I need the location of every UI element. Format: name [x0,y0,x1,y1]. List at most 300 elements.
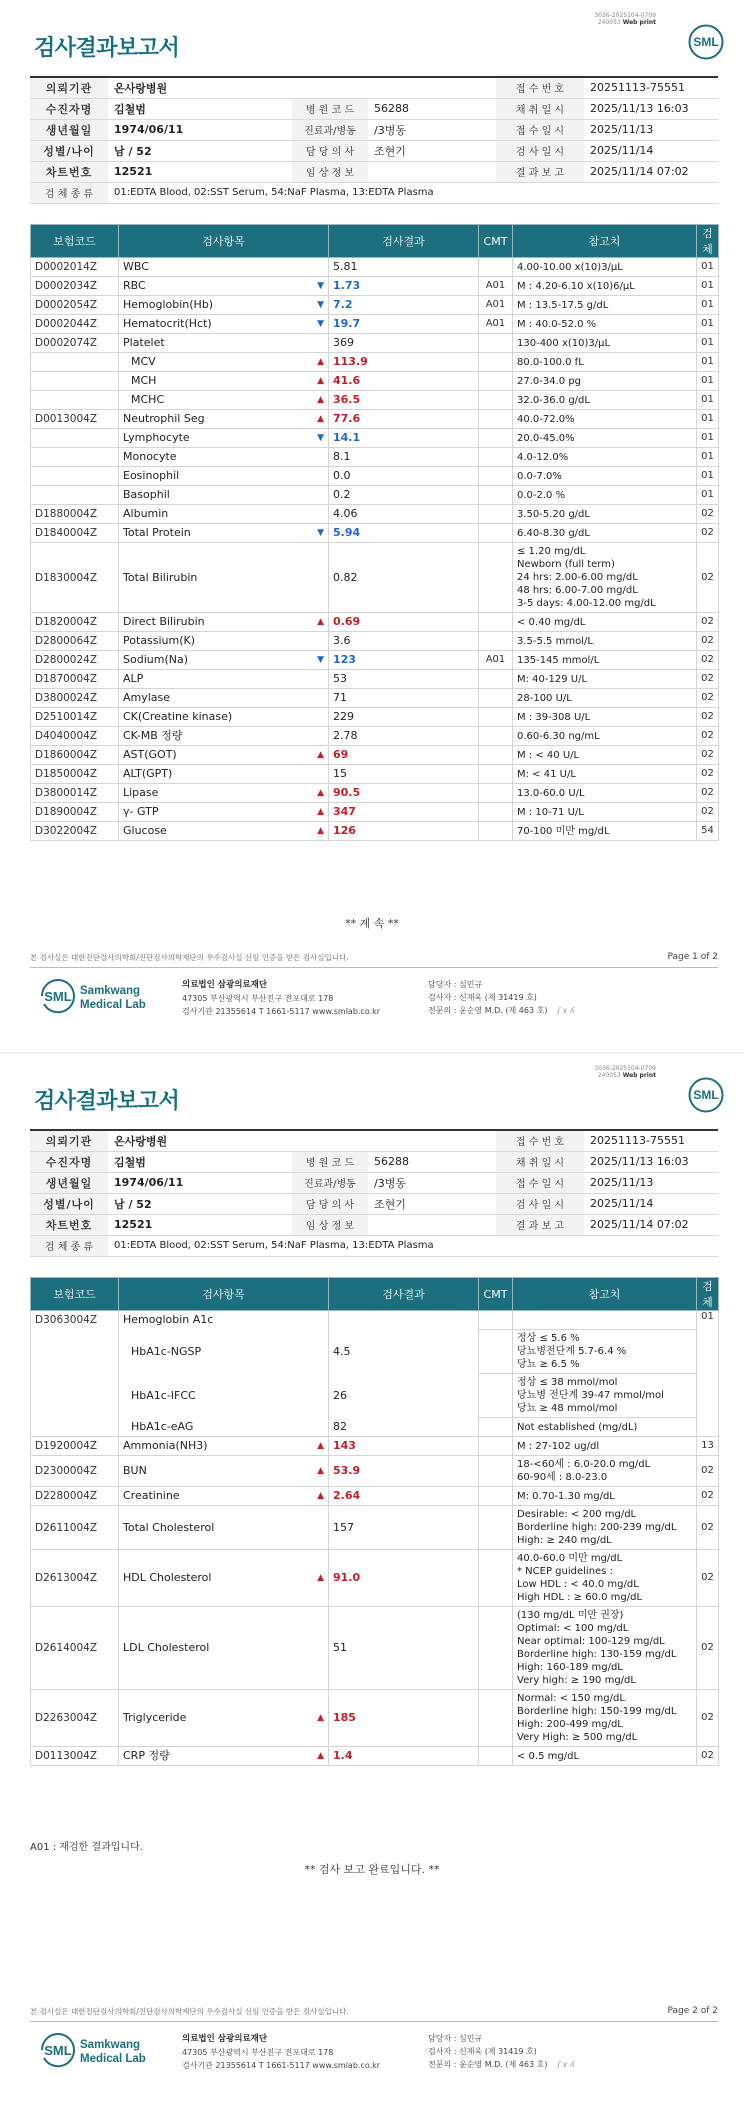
reference-line: 48 hrs: 6.00-7.00 mg/dL [517,585,638,596]
insurance-code [31,448,119,467]
reference-range: 4.00-10.00 x(10)3/μL [513,258,697,277]
insurance-code [31,467,119,486]
specimen-code [697,1418,719,1437]
specimen-code: 02 [697,746,719,765]
samkwang-logo [36,974,166,1018]
reference-line: High HDL : ≥ 60.0 mg/dL [517,1592,643,1603]
test-result: 0.82 [329,543,479,613]
test-item [119,277,329,296]
specimen-code: 01 [697,391,719,410]
reference-range [513,1506,697,1550]
insurance-code: D3063004Z [31,1311,119,1330]
specimen-code: 02 [697,765,719,784]
comment-code [479,448,513,467]
comment-code [479,822,513,841]
clinical-value [368,1214,496,1235]
test-result: 0.2 [329,486,479,505]
test-item [119,1374,329,1418]
test-result: 51 [329,1607,479,1690]
col-spc: 검체 [697,1278,719,1311]
collect-value: 2025/11/13 16:03 [584,1151,718,1172]
test-result: 53.9 [329,1456,479,1487]
test-item-label: BUN [123,1464,147,1477]
insurance-code [31,1418,119,1437]
test-item [119,334,329,353]
test-item [119,467,329,486]
test-item-label: MCH [131,374,157,387]
test-item-label: AST(GOT) [123,748,177,761]
result-row [31,1374,719,1418]
receipt-value: 20251113-75551 [584,77,718,98]
test-date-value: 2025/11/14 [584,1193,718,1214]
test-result: 77.6 [329,410,479,429]
col-result: 검사결과 [329,1278,479,1311]
result-row [31,803,719,822]
result-row [31,1487,719,1506]
label-sex: 성별/나이 [30,140,108,161]
reference-line: Very High: ≥ 500 mg/dL [517,1732,638,1743]
test-item-label: RBC [123,279,146,292]
reference-range: 6.40-8.30 g/dL [513,524,697,543]
comment-code [479,410,513,429]
label-test-date: 검 사 일 시 [496,140,584,161]
result-row [31,524,719,543]
reference-line: Borderline high: 130-159 mg/dL [517,1649,677,1660]
insurance-code [31,429,119,448]
test-result: 2.78 [329,727,479,746]
page-number: Page 1 of 2 [667,952,718,962]
test-item [119,651,329,670]
reference-line: ≤ 1.20 mg/dL [517,546,586,557]
lab-info: 의료법인 삼광의료재단 47305 부산광역시 부산진구 전포대로 178 검사기관 21355614 T 1661-5117 www.smlab.co.kr [182,980,381,1016]
test-item [119,429,329,448]
result-row [31,727,719,746]
comment-code [479,372,513,391]
doctor-value: 조현기 [368,1193,496,1214]
svg-text:Samkwang: Samkwang [80,985,141,997]
reference-line: Very high: ≥ 190 mg/dL [517,1675,636,1686]
specimen-value: 01:EDTA Blood, 02:SST Serum, 54:NaF Plasma, 13:EDTA Plasma [108,182,718,203]
high-flag-icon: ▲ [317,357,324,367]
high-flag-icon: ▲ [317,826,324,836]
insurance-code: D1880004Z [31,505,119,524]
specimen-code: 02 [697,613,719,632]
insurance-code: D2614004Z [31,1607,119,1690]
reference-line: High: 200-499 mg/dL [517,1719,623,1730]
reference-range [513,1690,697,1747]
reference-range: 0.60-6.30 ng/mL [513,727,697,746]
test-item-label: HbA1c-IFCC [131,1388,196,1402]
result-row [31,410,719,429]
label-dept: 진료과/병동 [292,119,368,140]
col-ref: 참고치 [513,1278,697,1311]
reference-range: M : 39-308 U/L [513,708,697,727]
comment-code [479,353,513,372]
test-result: 369 [329,334,479,353]
result-row [31,613,719,632]
comment-code [479,632,513,651]
reference-range: 0.0-7.0% [513,467,697,486]
test-result: 7.2 [329,296,479,315]
hosp-code-value: 56288 [368,98,496,119]
test-item [119,505,329,524]
test-item-label: Total Bilirubin [123,570,198,584]
label-clinical: 임 상 정 보 [292,1214,368,1235]
high-flag-icon: ▲ [317,1751,324,1761]
reference-line: 당뇨 ≥ 48 mmol/mol [517,1403,618,1414]
specimen-code: 01 [697,448,719,467]
comment-code [479,1311,513,1330]
test-item-label: Potassium(K) [123,634,196,647]
report-title: 검사결과보고서 [34,36,180,61]
test-item-label: HDL Cholesterol [123,1571,212,1584]
insurance-code [31,1374,119,1418]
insurance-code: D0002044Z [31,315,119,334]
test-item [119,765,329,784]
specimen-code: 02 [697,524,719,543]
test-result: 126 [329,822,479,841]
test-result: 71 [329,689,479,708]
reference-range: M : 13.5-17.5 g/dL [513,296,697,315]
high-flag-icon: ▲ [317,617,324,627]
signers: 담당자 : 심민규 검사자 : 신재욱 (제 31419 호) 전문의 : 윤순영 M.D. (제 463 호) ʃ ɤ ʎ [428,2034,575,2069]
sex-value: 남 / 52 [108,140,292,161]
insurance-code [31,372,119,391]
specimen-code: 01 [697,353,719,372]
test-item [119,391,329,410]
label-collect: 채 취 일 시 [496,1151,584,1172]
report-value: 2025/11/14 07:02 [584,161,718,182]
test-item-label: Albumin [123,507,169,520]
test-result: 36.5 [329,391,479,410]
result-row [31,467,719,486]
test-item [119,1690,329,1747]
specimen-code: 01 [697,334,719,353]
chart-value: 12521 [108,1214,292,1235]
result-row [31,1550,719,1607]
reference-line: 정상 ≤ 5.6 % [517,1333,580,1344]
high-flag-icon: ▲ [317,414,324,424]
col-item: 검사항목 [119,225,329,258]
specimen-code: 01 [697,296,719,315]
report-complete-text: ** 검사 보고 완료입니다. ** [304,1863,440,1876]
test-item-label: Eosinophil [123,469,180,482]
reference-line: Optimal: < 100 mg/dL [517,1623,629,1634]
test-item-label: HbA1c-NGSP [131,1344,202,1358]
test-result: 53 [329,670,479,689]
insurance-code: D0002074Z [31,334,119,353]
test-item-label: Hemoglobin(Hb) [123,298,214,311]
specimen-code: 01 [697,315,719,334]
reference-range: 20.0-45.0% [513,429,697,448]
accreditation-notice: 본 검사실은 대한진단검사의학회/진단검사의학재단의 우수검사실 신임 인증을 받은 검사실입니다. [30,952,718,968]
label-hosp-code: 병 원 코 드 [292,1151,368,1172]
test-item-label: γ- GTP [123,805,159,818]
comment-code [479,708,513,727]
insurance-code: D0113004Z [31,1747,119,1766]
comment-code [479,803,513,822]
comment-code [479,613,513,632]
comment-code [479,1747,513,1766]
test-result: 14.1 [329,429,479,448]
col-item: 검사항목 [119,1278,329,1311]
result-row [31,651,719,670]
comment-code [479,1456,513,1487]
reference-range [513,1456,697,1487]
samkwang-logo [36,2028,166,2072]
test-result: 69 [329,746,479,765]
specimen-code: 13 [697,1437,719,1456]
receive-value: 2025/11/13 [584,1172,718,1193]
reference-range: 28-100 U/L [513,689,697,708]
low-flag-icon: ▼ [317,319,324,329]
reference-range: 4.0-12.0% [513,448,697,467]
result-row [31,746,719,765]
col-spc: 검체 [697,225,719,258]
specimen-code: 02 [697,1550,719,1607]
reference-range: M : 40.0-52.0 % [513,315,697,334]
svg-text:SML: SML [693,35,719,49]
result-row [31,765,719,784]
test-item [119,689,329,708]
insurance-code: D2263004Z [31,1690,119,1747]
svg-text:Medical Lab: Medical Lab [80,2053,146,2065]
test-item-label: ALT(GPT) [123,767,173,780]
test-result: 82 [329,1418,479,1437]
test-result: 229 [329,708,479,727]
result-row [31,1690,719,1747]
label-sex: 성별/나이 [30,1193,108,1214]
low-flag-icon: ▼ [317,528,324,538]
result-row [31,391,719,410]
high-flag-icon: ▲ [317,1573,324,1583]
specimen-code: 02 [697,784,719,803]
specimen-code: 01 [697,410,719,429]
result-row [31,372,719,391]
reference-range: 13.0-60.0 U/L [513,784,697,803]
reference-range: M: 0.70-1.30 mg/dL [513,1487,697,1506]
comment-code [479,1418,513,1437]
comment-code [479,727,513,746]
test-item [119,708,329,727]
report-page-2 [0,1052,744,2104]
test-result: 5.81 [329,258,479,277]
comment-code [479,1690,513,1747]
result-row [31,822,719,841]
comment-code [479,505,513,524]
label-chart: 차트번호 [30,1214,108,1235]
result-row [31,1456,719,1487]
label-specimen: 검 체 종 류 [30,1235,108,1256]
samkwang-logo-icon [36,2028,166,2072]
hosp-code-value: 56288 [368,1151,496,1172]
test-item-label: Total Protein [123,526,191,539]
result-row [31,784,719,803]
label-clinical: 임 상 정 보 [292,161,368,182]
svg-text:SML: SML [44,2043,72,2058]
label-hospital: 의뢰기관 [30,77,108,98]
specimen-code: 02 [697,727,719,746]
test-item [119,448,329,467]
receipt-value: 20251113-75551 [584,1130,718,1151]
test-item-label: ALP [123,672,144,685]
birth-value: 1974/06/11 [108,119,292,140]
specimen-value: 01:EDTA Blood, 02:SST Serum, 54:NaF Plasma, 13:EDTA Plasma [108,1235,718,1256]
specimen-code: 01 [697,486,719,505]
insurance-code: D3800024Z [31,689,119,708]
col-ref: 참고치 [513,225,697,258]
test-result: 19.7 [329,315,479,334]
test-item-label: CK(Creatine kinase) [123,710,233,723]
comment-code [479,334,513,353]
label-chart: 차트번호 [30,161,108,182]
test-item [119,258,329,277]
comment-code [479,1550,513,1607]
reference-range: 0.0-2.0 % [513,486,697,505]
birth-value: 1974/06/11 [108,1172,292,1193]
result-row [31,1330,719,1374]
result-row [31,277,719,296]
result-row [31,632,719,651]
signature: ʃ ɤ ʎ [557,1006,575,1015]
result-row [31,543,719,613]
insurance-code: D1820004Z [31,613,119,632]
reference-line: Desirable: < 200 mg/dL [517,1509,637,1520]
comment-code [479,1437,513,1456]
reference-range [513,1374,697,1418]
reference-range: 80.0-100.0 fL [513,353,697,372]
test-result: 0.69 [329,613,479,632]
lab-info: 의료법인 삼광의료재단 47305 부산광역시 부산진구 전포대로 178 검사기관 21355614 T 1661-5117 www.smlab.co.kr [182,2034,381,2070]
collect-value: 2025/11/13 16:03 [584,98,718,119]
insurance-code: D1920004Z [31,1437,119,1456]
test-item [119,1550,329,1607]
reference-range: < 0.5 mg/dL [513,1747,697,1766]
comment-code: A01 [479,651,513,670]
test-item [119,746,329,765]
retest-footnote: A01 : 재검한 결과입니다. [30,1842,143,1853]
comment-code [479,524,513,543]
test-item [119,353,329,372]
test-result [329,1311,479,1330]
label-birth: 생년월일 [30,1172,108,1193]
test-item [119,1747,329,1766]
label-name: 수진자명 [30,98,108,119]
hospital-value: 온사랑병원 [108,1130,496,1151]
receive-value: 2025/11/13 [584,119,718,140]
label-dept: 진료과/병동 [292,1172,368,1193]
label-hospital: 의뢰기관 [30,1130,108,1151]
comment-code [479,765,513,784]
svg-text:Samkwang: Samkwang [80,2039,141,2051]
signers: 담당자 : 심민규 검사자 : 신재욱 (제 31419 호) 전문의 : 윤순영 M.D. (제 463 호) ʃ ɤ ʎ [428,980,575,1015]
test-item [119,670,329,689]
comment-code [479,258,513,277]
label-receive: 접 수 일 시 [496,119,584,140]
reference-range: 135-145 mmol/L [513,651,697,670]
print-code: 3036-2025104-0709 240053 Web print [594,12,656,26]
test-item-label: Lipase [123,786,159,799]
reference-range: 3.5-5.5 mmol/L [513,632,697,651]
reference-line: (130 mg/dL 미만 권장) [517,1610,624,1621]
insurance-code: D1830004Z [31,543,119,613]
result-row [31,505,719,524]
reference-range: M : < 40 U/L [513,746,697,765]
specimen-code: 02 [697,1690,719,1747]
specimen-code: 01 [697,372,719,391]
test-item-label: Monocyte [123,450,177,463]
reference-range [513,1607,697,1690]
insurance-code [31,1330,119,1374]
hospital-value: 온사랑병원 [108,77,496,98]
reference-line: Borderline high: 150-199 mg/dL [517,1706,677,1717]
insurance-code [31,486,119,505]
reference-line: 당뇨병 전단계 39-47 mmol/mol [517,1390,664,1401]
result-row [31,1418,719,1437]
test-item-label: Amylase [123,691,171,704]
reference-line: High: 160-189 mg/dL [517,1662,623,1673]
test-item [119,372,329,391]
reference-range [513,1311,697,1330]
insurance-code: D1860004Z [31,746,119,765]
result-row [31,486,719,505]
insurance-code: D2510014Z [31,708,119,727]
test-result: 15 [329,765,479,784]
test-result: 143 [329,1437,479,1456]
insurance-code: D3800014Z [31,784,119,803]
test-item-label: Neutrophil Seg [123,412,205,425]
test-result: 91.0 [329,1550,479,1607]
test-result: 41.6 [329,372,479,391]
patient-info-table [30,1129,718,1257]
test-result: 2.64 [329,1487,479,1506]
result-row [31,1607,719,1690]
svg-text:SML: SML [44,989,72,1004]
patient-info-table [30,76,718,204]
test-result: 4.5 [329,1330,479,1374]
reference-range: M : 27-102 ug/dl [513,1437,697,1456]
test-result: 185 [329,1690,479,1747]
comment-code [479,746,513,765]
high-flag-icon: ▲ [317,750,324,760]
test-result: 3.6 [329,632,479,651]
test-item [119,632,329,651]
reference-range: 130-400 x(10)3/μL [513,334,697,353]
test-result: 90.5 [329,784,479,803]
high-flag-icon: ▲ [317,1491,324,1501]
col-cmt: CMT [479,1278,513,1311]
specimen-code: 54 [697,822,719,841]
test-item-label: Lymphocyte [123,431,190,444]
label-report: 결 과 보 고 [496,161,584,182]
clinical-value [368,161,496,182]
insurance-code: D0002014Z [31,258,119,277]
test-item [119,1607,329,1690]
reference-range: 27.0-34.0 pg [513,372,697,391]
test-item-label: Hematocrit(Hct) [123,317,212,330]
label-receipt: 접 수 번 호 [496,1130,584,1151]
test-item-label: Total Cholesterol [123,1520,215,1534]
test-item [119,1330,329,1374]
test-item-label: Sodium(Na) [123,653,188,666]
test-item-label: Triglyceride [123,1711,187,1724]
test-item [119,543,329,613]
test-item-label: Glucose [123,824,167,837]
reference-line: * NCEP guidelines : [517,1566,613,1577]
low-flag-icon: ▼ [317,281,324,291]
comment-code [479,1607,513,1690]
test-item [119,1418,329,1437]
